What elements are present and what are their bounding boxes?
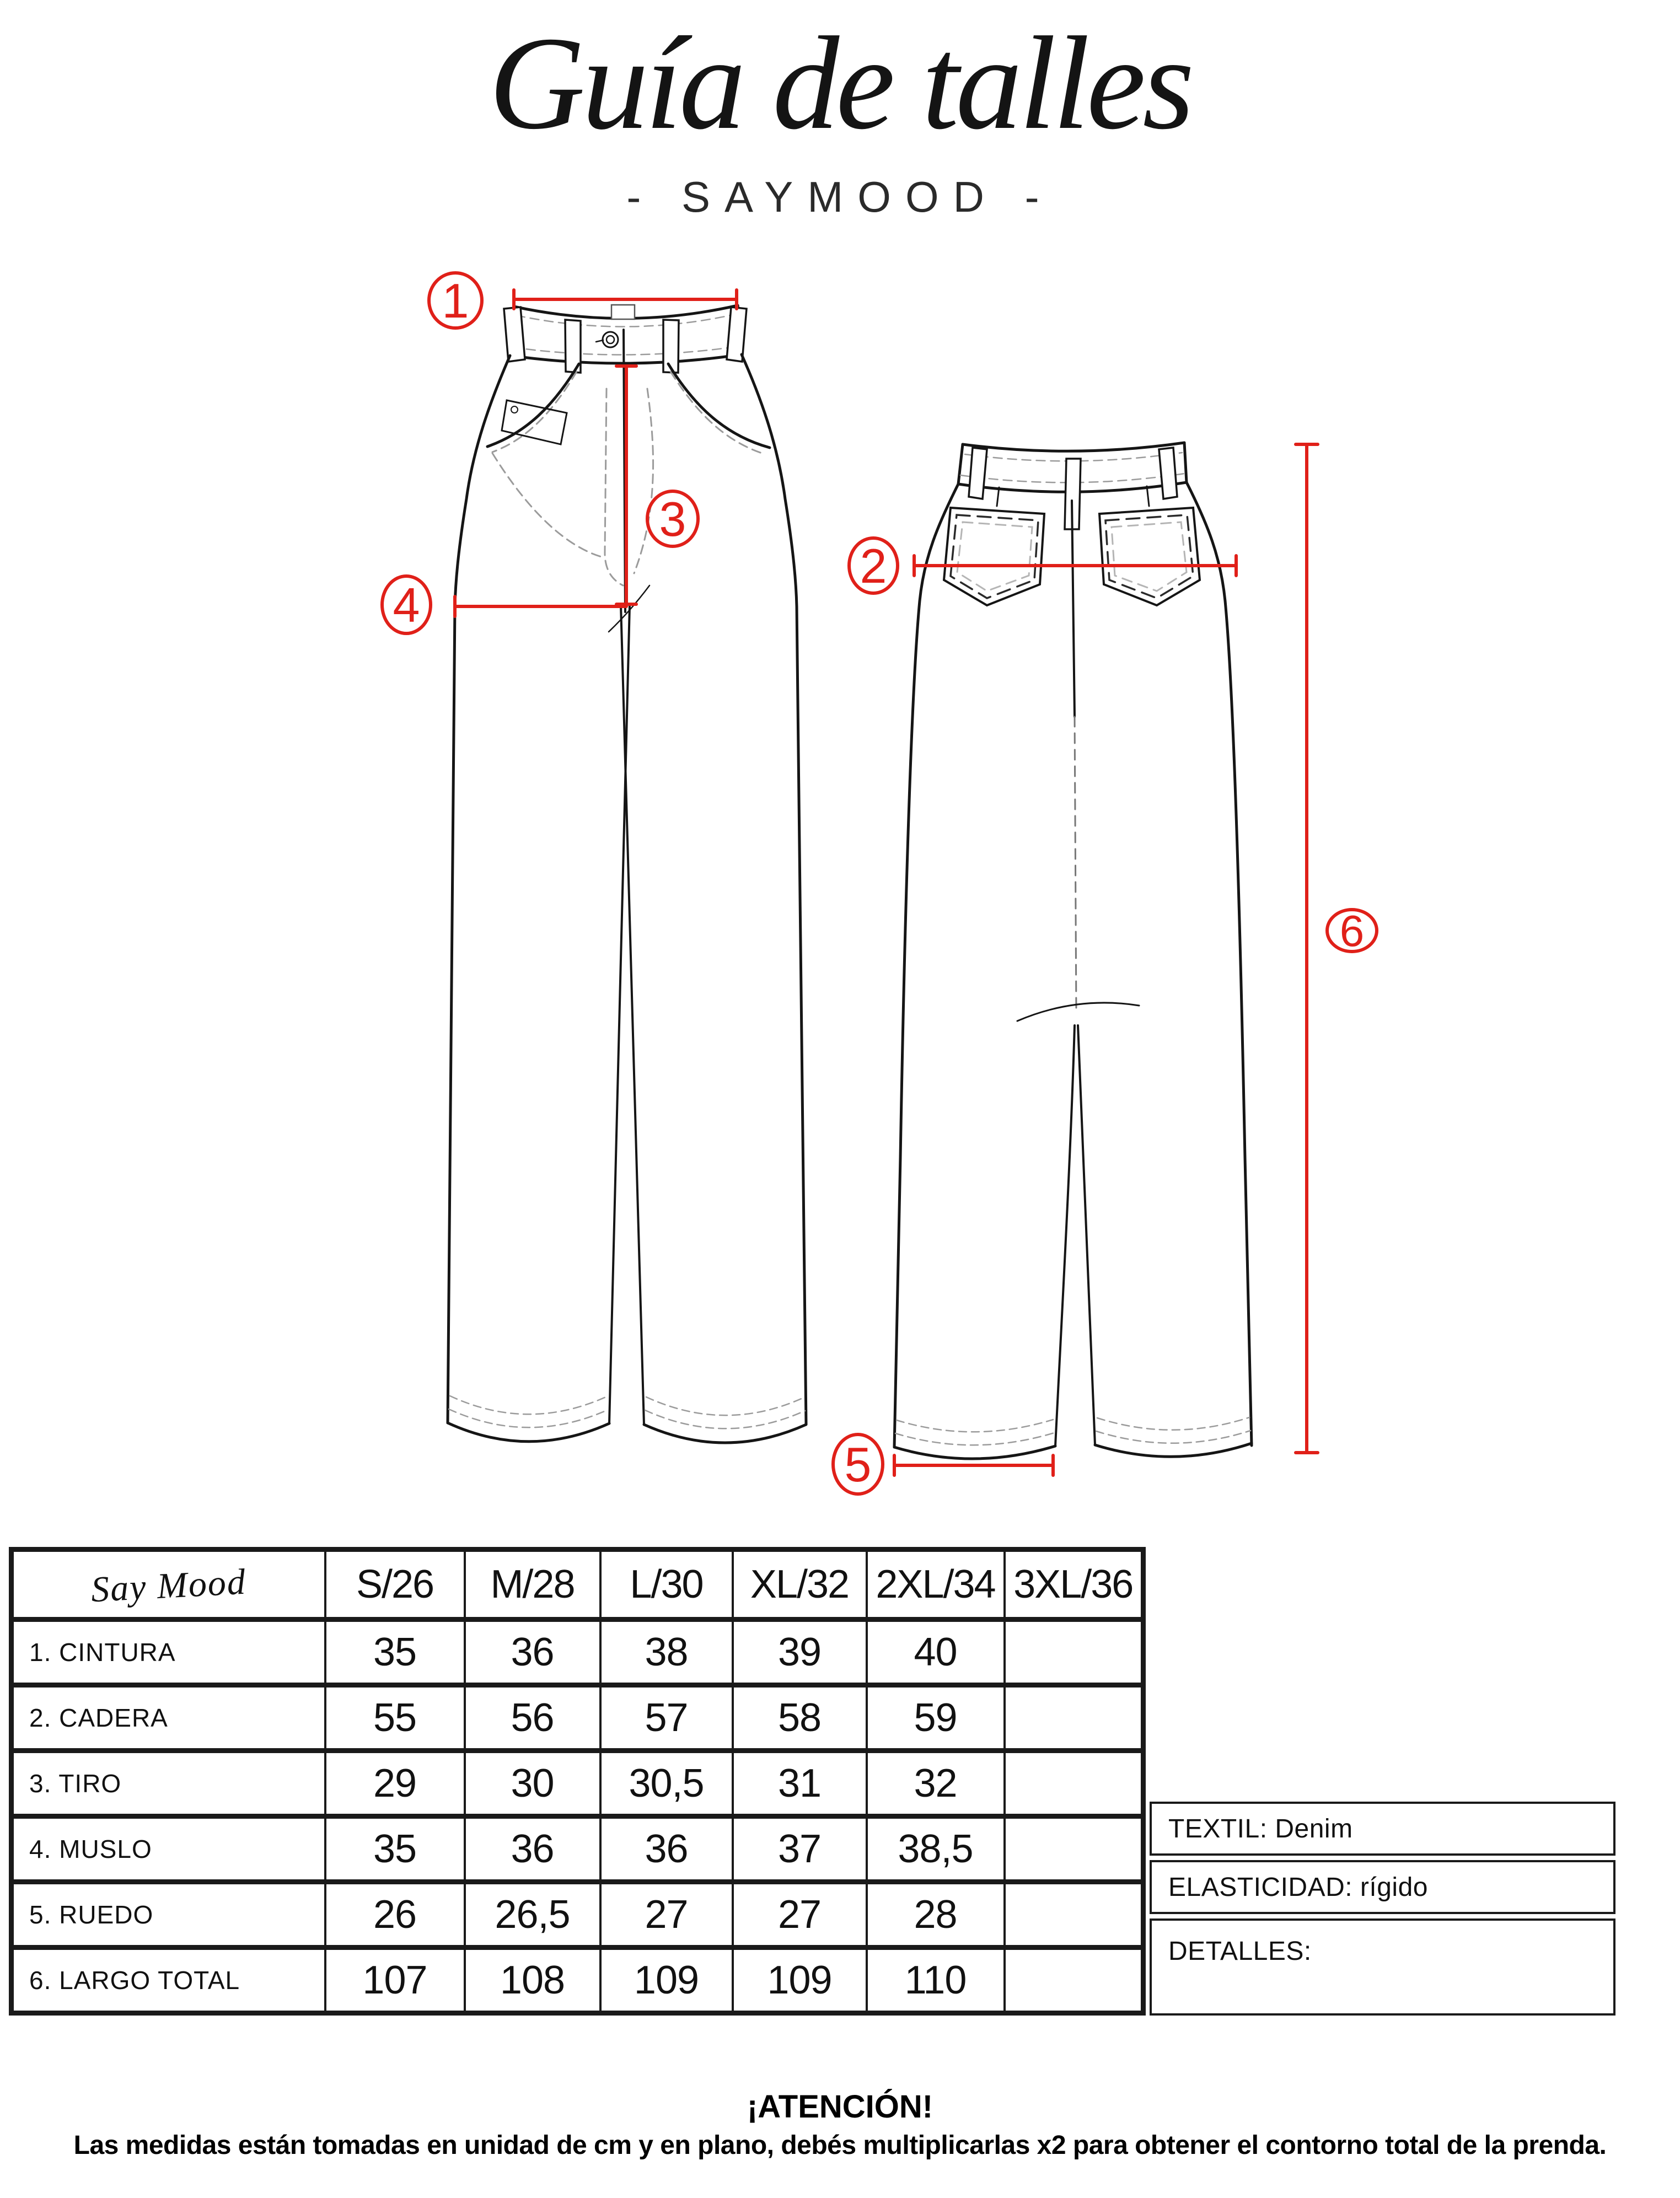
brand-logo-cell — [12, 1550, 325, 1620]
measure-circle-4: 4 — [393, 578, 420, 632]
measure-circle-3: 3 — [659, 492, 686, 546]
measure-value-cell: 36 — [600, 1817, 733, 1882]
measure-value-cell: 37 — [733, 1817, 867, 1882]
measure-value-cell: 28 — [867, 1882, 1005, 1948]
brand-subtitle: - SAYMOOD - — [626, 173, 1054, 221]
size-header: XL/32 — [733, 1550, 867, 1620]
measure-circle-1: 1 — [442, 273, 469, 328]
measure-value-cell: 36 — [465, 1817, 600, 1882]
size-table — [9, 1547, 1146, 2016]
measure-value-cell: 36 — [465, 1620, 600, 1685]
table-row — [12, 1882, 1144, 1948]
info-elasticidad — [1150, 1860, 1615, 1914]
measure-value-cell — [1005, 1751, 1144, 1817]
measure-value-cell: 38,5 — [867, 1817, 1005, 1882]
measure-value-cell: 38 — [600, 1620, 733, 1685]
measure-value-cell: 30,5 — [600, 1751, 733, 1817]
size-header: L/30 — [600, 1550, 733, 1620]
measure-value-cell — [1005, 1882, 1144, 1948]
measure-value-cell: 30 — [465, 1751, 600, 1817]
table-row — [12, 1948, 1144, 2013]
measure-row-label: 5. RUEDO — [12, 1882, 325, 1948]
size-header: M/28 — [465, 1550, 600, 1620]
measure-value-cell: 59 — [867, 1685, 1005, 1751]
measure-value-cell: 39 — [733, 1620, 867, 1685]
measure-value-cell: 56 — [465, 1685, 600, 1751]
back-pocket-left — [944, 508, 1044, 605]
table-row — [12, 1817, 1144, 1882]
size-header: 2XL/34 — [867, 1550, 1005, 1620]
measure-value-cell — [1005, 1685, 1144, 1751]
measure-value-cell — [1005, 1620, 1144, 1685]
measure-value-cell: 57 — [600, 1685, 733, 1751]
waistband-label — [611, 305, 635, 319]
measure-value-cell: 55 — [325, 1685, 465, 1751]
measure-row-label: 6. LARGO TOTAL — [12, 1948, 325, 2013]
measure-circle-6: 6 — [1339, 906, 1365, 955]
measurement-note: Las medidas están tomadas en unidad de cm y en plano, debés multiplicarlas x2 para obtener el contorno total de la prenda. — [73, 2131, 1607, 2160]
table-row — [12, 1620, 1144, 1685]
measure-value-cell: 107 — [325, 1948, 465, 2013]
measure-line-6-total-length — [1296, 444, 1377, 1453]
button-icon — [596, 332, 618, 347]
info-textil-text: TEXTIL: Denim — [1168, 1814, 1353, 1844]
measure-value-cell: 109 — [600, 1948, 733, 2013]
page-title: Guía de talles — [489, 9, 1191, 157]
info-detalles — [1150, 1918, 1615, 2016]
measure-value-cell — [1005, 1948, 1144, 2013]
size-header: S/26 — [325, 1550, 465, 1620]
measure-value-cell: 109 — [733, 1948, 867, 2013]
measure-value-cell: 58 — [733, 1685, 867, 1751]
info-detalles-text: DETALLES: — [1168, 1937, 1312, 1966]
measure-value-cell: 32 — [867, 1751, 1005, 1817]
info-elasticidad-text: ELASTICIDAD: rígido — [1168, 1872, 1428, 1902]
measure-value-cell — [1005, 1817, 1144, 1882]
measure-line-4-thigh — [382, 576, 626, 633]
measure-row-label: 4. MUSLO — [12, 1817, 325, 1882]
size-table-header-row — [12, 1550, 1144, 1620]
attention-heading: ¡ATENCIÓN! — [747, 2089, 933, 2125]
measure-value-cell: 29 — [325, 1751, 465, 1817]
coin-pocket — [502, 400, 567, 444]
measure-value-cell: 110 — [867, 1948, 1005, 2013]
measure-value-cell: 27 — [733, 1882, 867, 1948]
measure-value-cell: 35 — [325, 1817, 465, 1882]
back-view-drawing — [894, 443, 1252, 1459]
size-header: 3XL/36 — [1005, 1550, 1144, 1620]
brand-logo-signature: Say Mood — [90, 1561, 248, 1610]
measure-value-cell: 108 — [465, 1948, 600, 2013]
measure-value-cell: 31 — [733, 1751, 867, 1817]
measure-value-cell: 35 — [325, 1620, 465, 1685]
table-row — [12, 1751, 1144, 1817]
measure-row-label: 1. CINTURA — [12, 1620, 325, 1685]
measure-line-1-waist — [429, 273, 737, 328]
measure-value-cell: 40 — [867, 1620, 1005, 1685]
table-row — [12, 1685, 1144, 1751]
measure-value-cell: 26 — [325, 1882, 465, 1948]
measure-circle-5: 5 — [844, 1437, 872, 1492]
measure-row-label: 2. CADERA — [12, 1685, 325, 1751]
info-textil — [1150, 1802, 1615, 1856]
measure-circle-2: 2 — [860, 539, 887, 593]
measure-line-5-hem — [833, 1434, 1053, 1494]
measure-value-cell: 27 — [600, 1882, 733, 1948]
back-pocket-right — [1099, 508, 1200, 605]
measure-line-3-rise — [616, 366, 698, 604]
measure-value-cell: 26,5 — [465, 1882, 600, 1948]
measure-row-label: 3. TIRO — [12, 1751, 325, 1817]
